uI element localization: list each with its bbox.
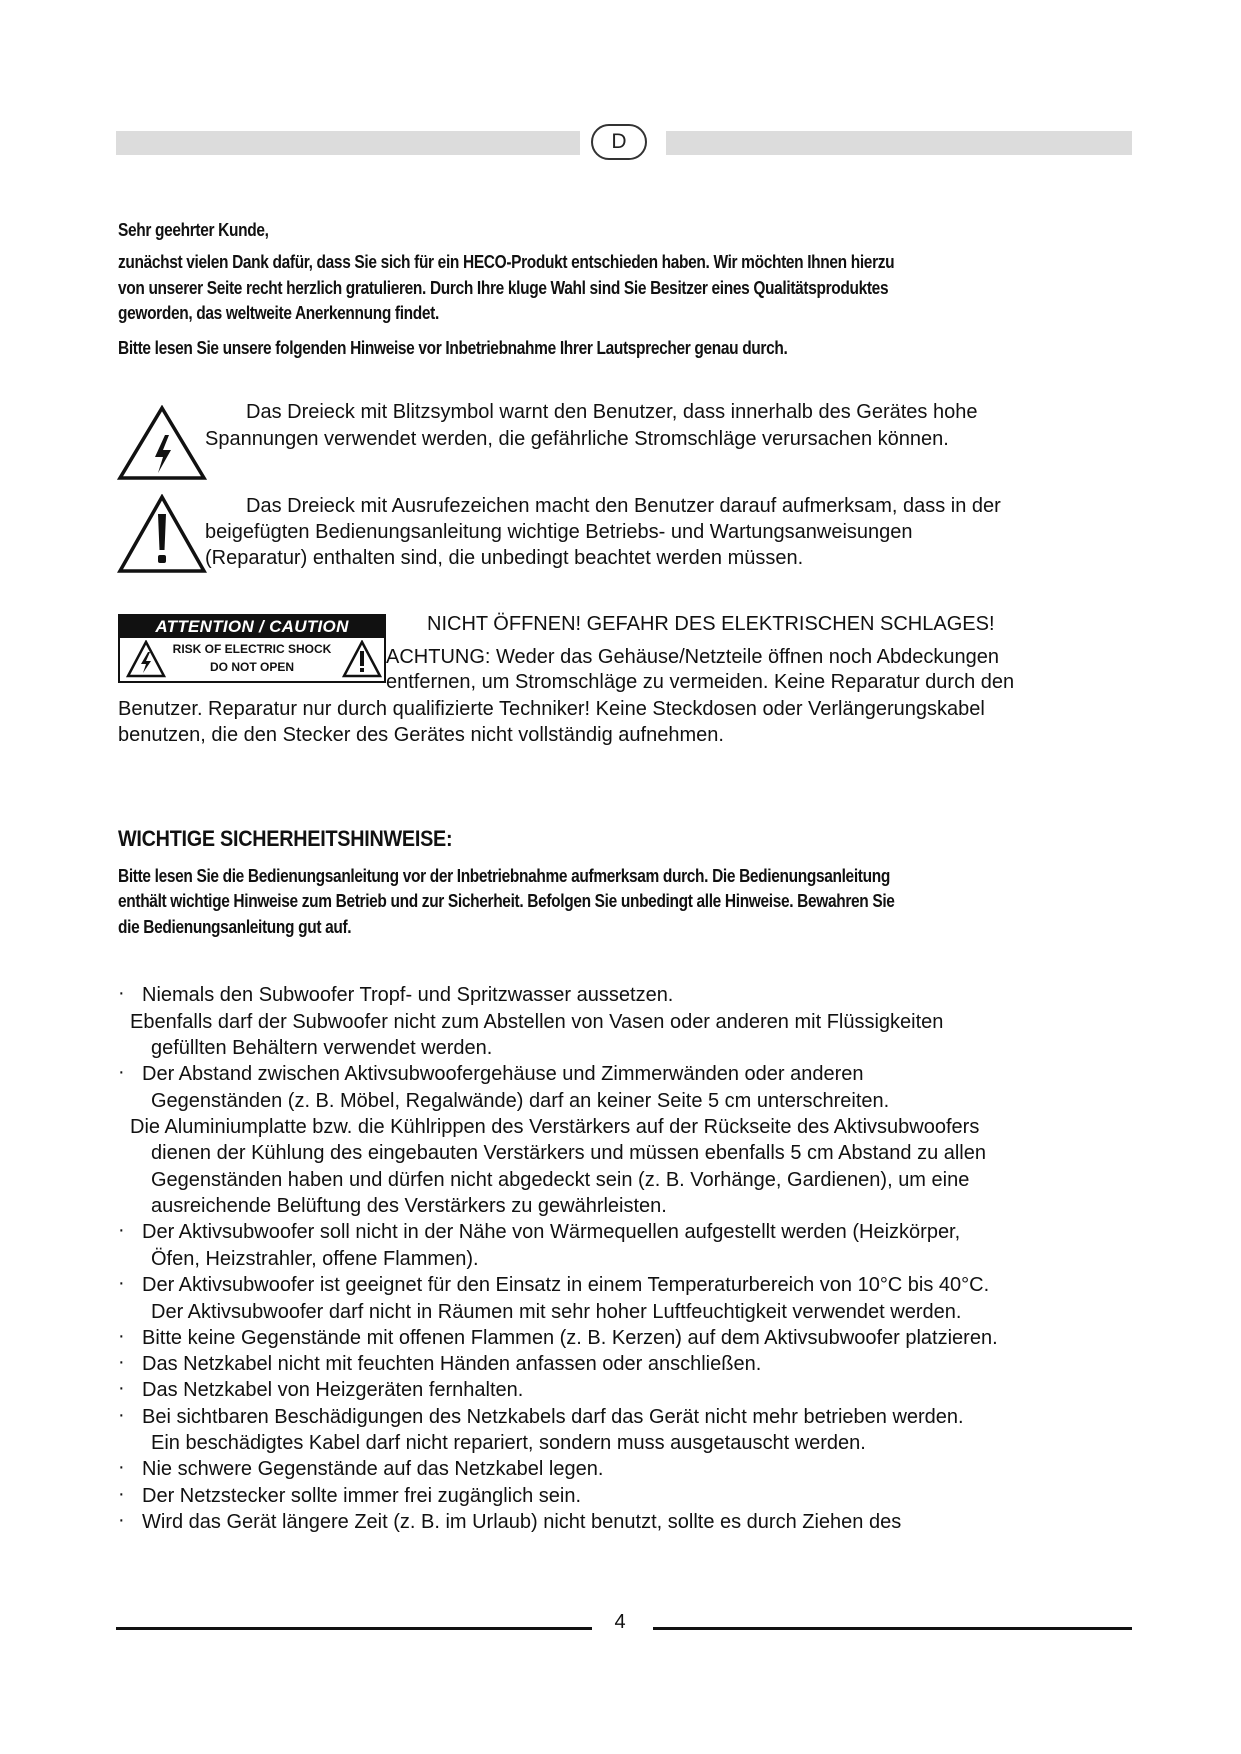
read-notice: Bitte lesen Sie unsere folgenden Hinweise vor Inbetriebnahme Ihrer Lautsprecher genau durch. <box>118 338 788 358</box>
safety-line: Ein beschädigtes Kabel darf nicht repariert, sondern muss ausgetauscht werden. <box>151 1432 866 1454</box>
safety-line: gefüllten Behältern verwendet werden. <box>151 1037 493 1059</box>
safety-line: Die Aluminiumplatte bzw. die Kühlrippen des Verstärkers auf der Rückseite des Aktivsubwoofers <box>130 1116 980 1138</box>
safety-line: Der Aktivsubwoofer darf nicht in Räumen mit sehr hoher Luftfeuchtigkeit verwendet werden. <box>151 1301 962 1323</box>
bullet-marker: · <box>118 1377 125 1399</box>
safety-intro-line-2: enthält wichtige Hinweise zum Betrieb und zur Sicherheit. Befolgen Sie unbedingt alle Hinweise. Bewahren Sie <box>118 891 895 911</box>
header-band-right <box>666 131 1132 155</box>
safety-intro-line-1: Bitte lesen Sie die Bedienungsanleitung vor der Inbetriebnahme aufmerksam durch. Die Bedienungsanleitung <box>118 866 890 886</box>
header-band-left <box>116 131 580 155</box>
intro-line-2: von unserer Seite recht herzlich gratulieren. Durch Ihre kluge Wahl sind Sie Besitzer eines Qualitätsproduktes <box>118 278 889 298</box>
greeting: Sehr geehrter Kunde, <box>118 220 269 240</box>
lightning-text-line-1: Das Dreieck mit Blitzsymbol warnt den Benutzer, dass innerhalb des Gerätes hohe <box>246 401 978 423</box>
safety-line: Öfen, Heizstrahler, offene Flammen). <box>151 1248 479 1270</box>
safety-line: Der Aktivsubwoofer ist geeignet für den Einsatz in einem Temperaturbereich von 10°C bis 40°C. <box>142 1274 990 1296</box>
bullet-marker: · <box>118 1061 125 1083</box>
safety-line: Wird das Gerät längere Zeit (z. B. im Urlaub) nicht benutzt, sollte es durch Ziehen des <box>142 1511 902 1533</box>
caution-text-line-3: entfernen, um Stromschläge zu vermeiden. Keine Reparatur durch den <box>386 671 1015 693</box>
bullet-marker: · <box>118 982 125 1004</box>
caution-label <box>118 614 386 683</box>
safety-title: WICHTIGE SICHERHEITSHINWEISE: <box>118 826 453 851</box>
safety-line: Das Netzkabel von Heizgeräten fernhalten. <box>142 1379 524 1401</box>
caution-text-line-2: ACHTUNG: Weder das Gehäuse/Netzteile öffnen noch Abdeckungen <box>386 646 999 668</box>
safety-line: Der Abstand zwischen Aktivsubwoofergehäuse und Zimmerwänden oder anderen <box>142 1063 864 1085</box>
safety-line: Gegenständen (z. B. Möbel, Regalwände) darf an keiner Seite 5 cm unterschreiten. <box>151 1090 890 1112</box>
bullet-marker: · <box>118 1325 125 1347</box>
caution-text-line-4: Benutzer. Reparatur nur durch qualifizierte Techniker! Keine Steckdosen oder Verlängerungskabel <box>118 698 985 720</box>
safety-line: Das Netzkabel nicht mit feuchten Händen anfassen oder anschließen. <box>142 1353 762 1375</box>
language-badge: D <box>591 124 647 160</box>
caution-label-header: ATTENTION / CAUTION <box>120 616 384 638</box>
bullet-marker: · <box>118 1483 125 1505</box>
safety-intro-line-3: die Bedienungsanleitung gut auf. <box>118 917 352 937</box>
exclamation-text-line-1: Das Dreieck mit Ausrufezeichen macht den Benutzer darauf aufmerksam, dass in der <box>246 495 1001 517</box>
safety-line: Der Aktivsubwoofer soll nicht in der Nähe von Wärmequellen aufgestellt werden (Heizkörper, <box>142 1221 961 1243</box>
safety-line: Gegenständen haben und dürfen nicht abgedeckt sein (z. B. Vorhänge, Gardienen), um eine <box>151 1169 970 1191</box>
footer-rule-left <box>116 1627 592 1630</box>
safety-line: dienen der Kühlung des eingebauten Verstärkers und müssen ebenfalls 5 cm Abstand zu allen <box>151 1142 986 1164</box>
exclamation-warning-icon <box>117 494 207 574</box>
bullet-marker: · <box>118 1351 125 1373</box>
intro-line-1: zunächst vielen Dank dafür, dass Sie sich für ein HECO-Produkt entschieden haben. Wir möchten Ihnen hierzu <box>118 252 895 272</box>
bullet-marker: · <box>118 1219 125 1241</box>
safety-line: Ebenfalls darf der Subwoofer nicht zum Abstellen von Vasen oder anderen mit Flüssigkeiten <box>130 1011 944 1033</box>
exclamation-text-line-2: beigefügten Bedienungsanleitung wichtige Betriebs- und Wartungsanweisungen <box>205 521 913 543</box>
intro-line-3: geworden, das weltweite Anerkennung findet. <box>118 303 439 323</box>
caution-text-line-5: benutzen, die den Stecker des Gerätes nicht vollständig aufnehmen. <box>118 724 724 746</box>
bullet-marker: · <box>118 1272 125 1294</box>
page-number: 4 <box>614 1611 626 1633</box>
lightning-warning-icon <box>117 405 207 481</box>
safety-line: Bei sichtbaren Beschädigungen des Netzkabels darf das Gerät nicht mehr betrieben werden. <box>142 1406 964 1428</box>
safety-line: Niemals den Subwoofer Tropf- und Spritzwasser aussetzen. <box>142 984 674 1006</box>
caution-label-line-2: DO NOT OPEN <box>209 660 294 674</box>
safety-line: Bitte keine Gegenstände mit offenen Flammen (z. B. Kerzen) auf dem Aktivsubwoofer platzieren. <box>142 1327 998 1349</box>
bullet-marker: · <box>118 1404 125 1426</box>
safety-line: Der Netzstecker sollte immer frei zugänglich sein. <box>142 1485 582 1507</box>
bullet-marker: · <box>118 1509 125 1531</box>
footer-rule-right <box>653 1627 1132 1630</box>
safety-line: Nie schwere Gegenstände auf das Netzkabel legen. <box>142 1458 604 1480</box>
safety-line: ausreichende Belüftung des Verstärkers zu gewährleisten. <box>151 1195 667 1217</box>
exclamation-text-line-3: (Reparatur) enthalten sind, die unbedingt beachtet werden müssen. <box>205 547 804 569</box>
lightning-text-line-2: Spannungen verwendet werden, die gefährliche Stromschläge verursachen können. <box>205 428 949 450</box>
caution-text-line-1: NICHT ÖFFNEN! GEFAHR DES ELEKTRISCHEN SCHLAGES! <box>427 613 995 635</box>
bullet-marker: · <box>118 1456 125 1478</box>
caution-exclamation-icon <box>342 640 382 678</box>
caution-label-line-1: RISK OF ELECTRIC SHOCK <box>172 642 332 656</box>
